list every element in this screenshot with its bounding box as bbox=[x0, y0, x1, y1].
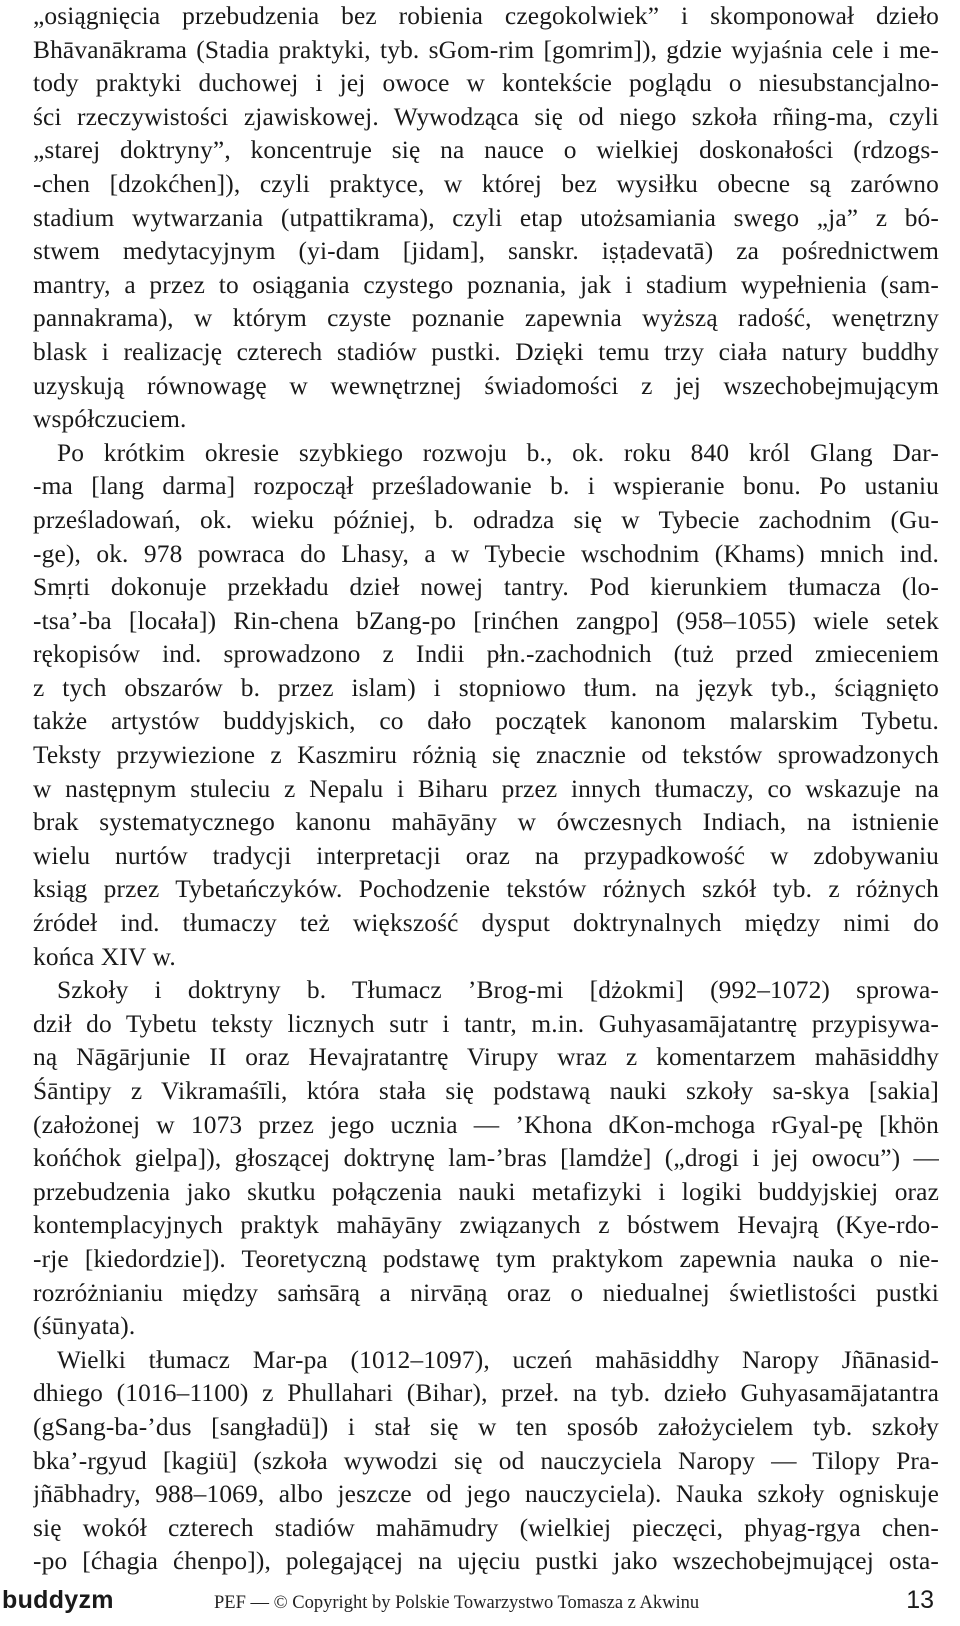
text-line: dził do Tybetu teksty licznych sutr i tantr, m.in. Guhyasamājatantrę przypisywa- bbox=[33, 1009, 939, 1038]
text-line: „starej doktryny”, koncentruje się na nauce o wielkiej doskonałości (rdzogs- bbox=[33, 136, 939, 165]
text-line: kontemplacyjnych praktyk mahāyāny związanych z bóstwem Hevajrą (Kye-rdo- bbox=[33, 1211, 939, 1240]
text-line: tody praktyki duchowej i jej owoce w kontekście poglądu o niesubstancjalno- bbox=[33, 69, 939, 98]
text-line: stwem medytacyjnym (yi-dam [jidam], sanskr. iṣṭadevatā) za pośrednictwem bbox=[33, 237, 939, 266]
text-line: (gSang-ba-’dus [sangładü]) i stał się w ten sposób założycielem tyb. szkoły bbox=[33, 1412, 939, 1441]
text-line: (śūnyata). bbox=[33, 1312, 136, 1341]
text-line: się wokół czterech stadiów mahāmudry (wielkiej pieczęci, phyag-rgya chen- bbox=[33, 1513, 939, 1542]
text-line: końćhok gielpa]), głoszącej doktrynę lam-’bras [lamdże] („drogi i jej owocu”) — bbox=[33, 1144, 939, 1173]
text-line: Smṛti dokonuje przekładu dzieł nowej tantry. Pod kierunkiem tłumacza (lo- bbox=[33, 573, 939, 602]
text-line: Śāntipy z Vikramaśīli, która stała się podstawą nauki szkoły sa-skya [sakia] bbox=[33, 1077, 939, 1105]
text-line: -po [ćhagia ćhenpo]), polegającej na ujęciu pustki jako wszechobejmującej osta- bbox=[33, 1547, 939, 1576]
text-line: wielu nurtów tradycji interpretacji oraz na przypadkowość w zdobywaniu bbox=[33, 841, 939, 870]
text-line: ną Nāgārjunie II oraz Hevajratantrę Virupy wraz z komentarzem mahāsiddhy bbox=[33, 1043, 939, 1072]
text-line: pannakrama), w którym czyste poznanie zapewnia wyższą radość, wenętrzny bbox=[33, 304, 939, 333]
text-line: -rje [kiedordzie]). Teoretyczną podstawę tym praktykom zapewnia nauka o nie- bbox=[33, 1244, 939, 1273]
article-body bbox=[33, 0, 939, 1579]
text-line: Szkoły i doktryny b. Tłumacz ’Brog-mi [dżokmi] (992–1072) sprowa- bbox=[57, 976, 939, 1005]
text-line: stadium wytwarzania (utpattikrama), czyli etap utożsamiania swego „ja” z bó- bbox=[33, 203, 939, 232]
text-line: -chen [dzokćhen]), czyli praktyce, w której bez wysiłku obecne są zarówno bbox=[33, 169, 939, 198]
text-line: rozróżnianiu między saṁsārą a nirvāṇą oraz o niedualnej świetlistości pustki bbox=[33, 1278, 939, 1307]
text-line: mantry, a przez to osiągania czystego poznania, jak i stadium wypełnienia (sam- bbox=[33, 270, 939, 299]
text-line: bka’-rgyud [kagiü] (szkoła wywodzi się od nauczyciela Naropy — Tilopy Pra- bbox=[33, 1446, 939, 1475]
text-line: (założonej w 1073 przez jego ucznia — ’Khona dKon-mchoga rGyal-pę [khön bbox=[33, 1110, 939, 1139]
text-line: rękopisów ind. sprowadzono z Indii płn.-zachodnich (tuż przed zmieceniem bbox=[33, 640, 939, 669]
text-line: -ge), ok. 978 powraca do Lhasy, a w Tybecie wschodnim (Khams) mnich ind. bbox=[33, 539, 939, 568]
text-line: źródeł ind. tłumaczy też większość dysput doktrynalnych między nimi do bbox=[33, 909, 939, 938]
text-line: współczuciem. bbox=[33, 405, 187, 434]
page-number: 13 bbox=[906, 1586, 934, 1614]
copyright-notice: PEF — © Copyright by Polskie Towarzystwo Tomasza z Akwinu bbox=[214, 1593, 700, 1613]
text-line: uzyskują równowagę w wewnętrznej świadomości z jej wszechobejmującym bbox=[33, 371, 939, 400]
text-line: Teksty przywiezione z Kaszmiru różnią się znacznie od tekstów sprowadzonych bbox=[33, 741, 939, 770]
running-title: buddyzm bbox=[2, 1586, 114, 1614]
text-line: -ma [lang darma] rozpoczął prześladowanie b. i wspieranie bonu. Po ustaniu bbox=[33, 472, 939, 501]
text-line: także artystów buddyjskich, co dało początek kanonom malarskim Tybetu. bbox=[33, 707, 939, 736]
text-line: dhiego (1016–1100) z Phullahari (Bihar), przeł. na tyb. dzieło Guhyasamājatantra bbox=[33, 1379, 939, 1408]
text-line: ksiąg przez Tybetańczyków. Pochodzenie tekstów różnych szkół tyb. z różnych bbox=[33, 875, 939, 904]
text-line: w następnym stuleciu z Nepalu i Biharu przez innych tłumaczy, co wskazuje na bbox=[33, 774, 939, 803]
text-line: „osiągnięcia przebudzenia bez robienia czegokolwiek” i skomponował dzieło bbox=[33, 2, 939, 30]
text-line: przebudzenia jako skutku połączenia nauki metafizyki i logiki buddyjskiej oraz bbox=[33, 1177, 939, 1206]
page-footer bbox=[0, 1586, 960, 1626]
text-line: blask i realizację czterech stadiów pustki. Dzięki temu trzy ciała natury buddhy bbox=[33, 337, 939, 366]
text-line: z tych obszarów b. przez islam) i stopniowo tłum. na język tyb., ściągnięto bbox=[33, 673, 939, 702]
text-line: -tsa’-ba [locała]) Rin-chena bZang-po [rinćhen zangpo] (958–1055) wiele setek bbox=[33, 606, 939, 635]
text-line: Wielki tłumacz Mar-pa (1012–1097), uczeń mahāsiddhy Naropy Jñānasid- bbox=[57, 1345, 939, 1374]
text-line: jñābhadry, 988–1069, albo jeszcze od jego nauczyciela). Nauka szkoły ogniskuje bbox=[33, 1480, 939, 1509]
text-line: Bhāvanākrama (Stadia praktyki, tyb. sGom-rim [gomrim]), gdzie wyjaśnia cele i me- bbox=[33, 35, 939, 64]
text-line: końca XIV w. bbox=[33, 942, 176, 971]
text-line: ści rzeczywistości zjawiskowej. Wywodząca się od niego szkoła rñing-ma, czyli bbox=[33, 102, 939, 131]
text-line: brak systematycznego kanonu mahāyāny w ówczesnych Indiach, na istnienie bbox=[33, 808, 939, 837]
text-line: prześladowań, ok. wieku później, b. odradza się w Tybecie zachodnim (Gu- bbox=[33, 505, 939, 534]
text-line: Po krótkim okresie szybkiego rozwoju b., ok. roku 840 król Glang Dar- bbox=[57, 438, 939, 467]
